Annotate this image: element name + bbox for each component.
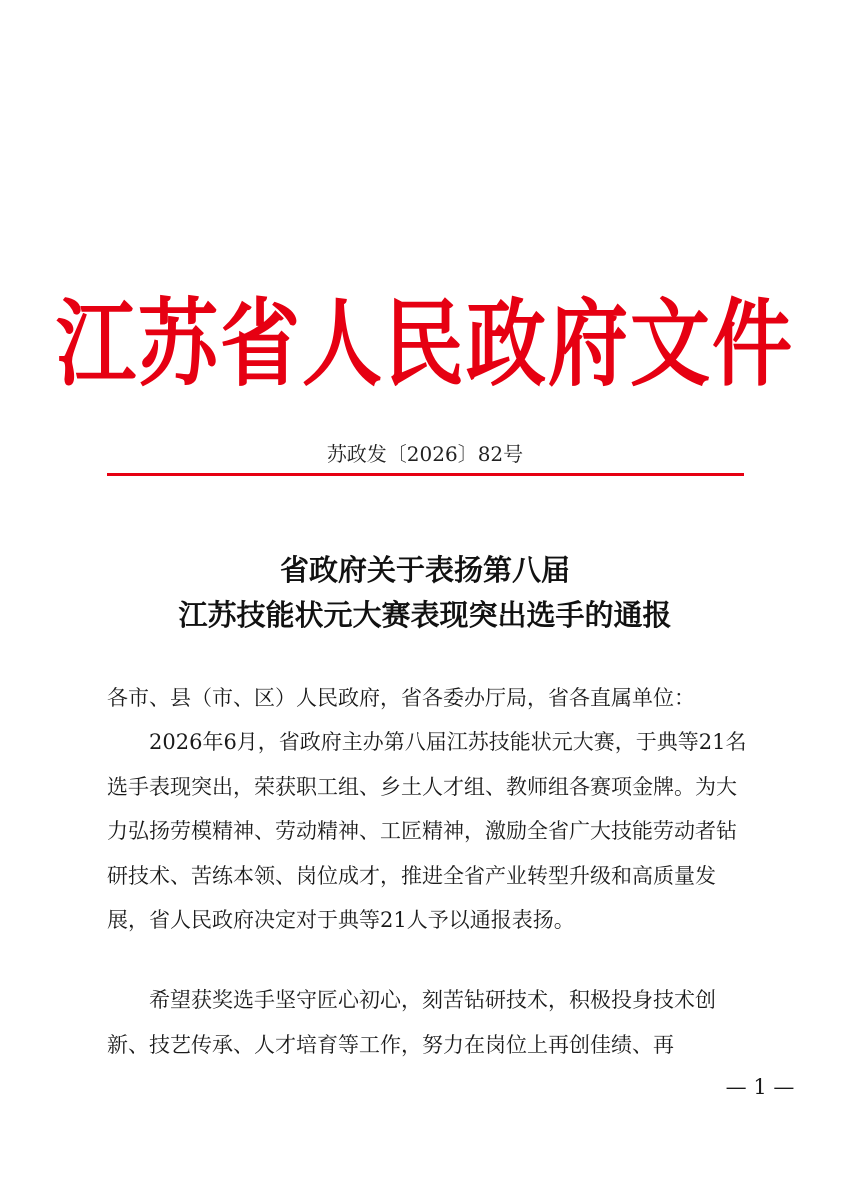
body-paragraph-1: 2026年6月，省政府主办第八届江苏技能状元大赛，于典等21名选手表现突出，荣获职工组、乡土人才组、教师组各赛项金牌。为大力弘扬劳模精神、劳动精神、工匠精神，激励全省广大技能劳动者钻研技术、苦练本领、岗位成才，推进全省产业转型升级和高质量发展，省人民政府决定对于典等21人予以通报表扬。 — [107, 730, 747, 932]
body-paragraph-2: 希望获奖选手坚守匠心初心，刻苦钻研技术，积极投身技术创新、技艺传承、人才培育等工作，努力在岗位上再创佳绩、再 — [107, 988, 716, 1057]
document-title-line-2: 江苏技能状元大赛表现突出选手的通报 — [178, 598, 672, 632]
document-number: 苏政发〔2026〕82号 — [326, 442, 524, 466]
issuer-heading: 江苏省人民政府文件 — [56, 289, 794, 399]
document-title-line-1: 省政府关于表扬第八届 — [279, 553, 570, 587]
salutation: 各市、县（市、区）人民政府，省各委办厅局，省各直属单位： — [107, 686, 695, 710]
page-number-container — [0, 1075, 850, 1099]
red-divider-line — [107, 473, 744, 476]
page-number: — 1 — — [725, 1075, 795, 1099]
